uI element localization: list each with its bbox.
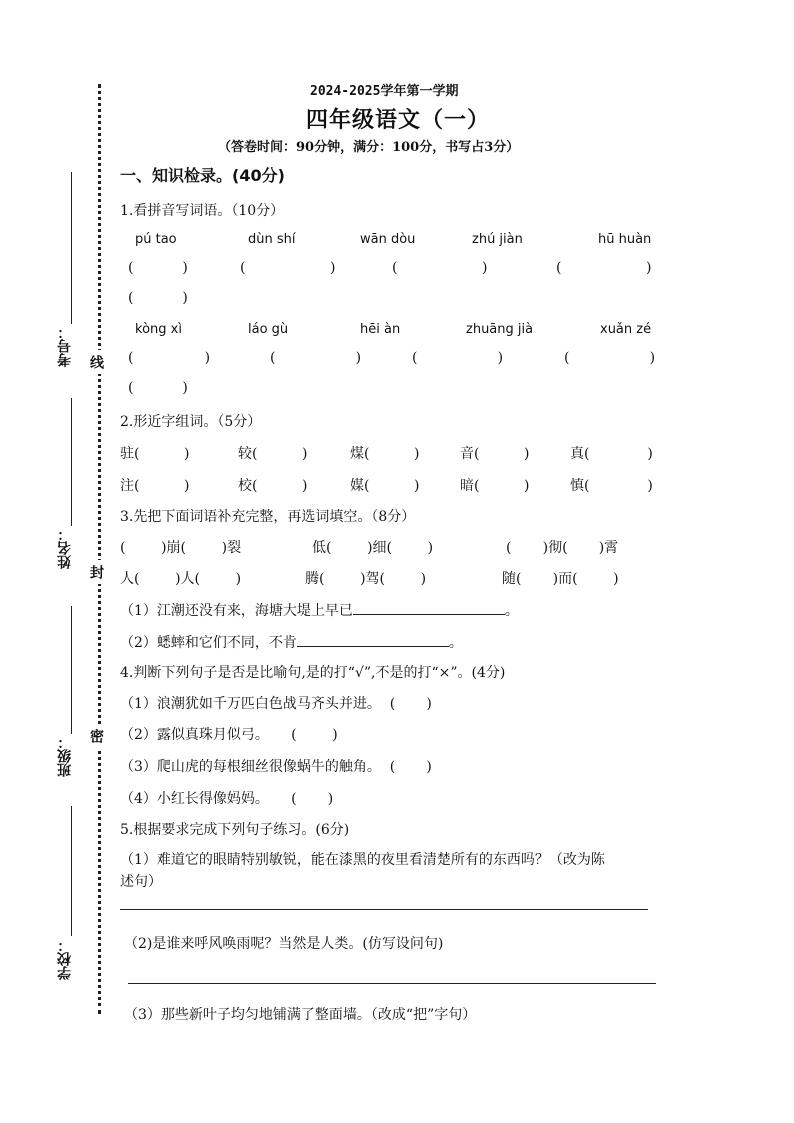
word-group-6[interactable]: 注( )	[120, 478, 190, 494]
pinyin-6: kòng xì	[135, 322, 182, 337]
exam-number-label: 考号：	[57, 325, 73, 367]
name-label: 姓名：	[57, 527, 73, 569]
question-2-title: 2.形近字组词。（5分）	[120, 414, 262, 430]
seal-char-mi: 密	[84, 724, 106, 748]
char: 媒	[350, 478, 364, 494]
idiom-4[interactable]: 人( )人( )	[120, 571, 242, 587]
word-group-3[interactable]: 煤( )	[350, 446, 420, 462]
school-label: 学校：	[57, 938, 73, 980]
answer-box-9[interactable]: ( )	[564, 350, 656, 366]
blank-line[interactable]	[297, 632, 449, 647]
question-4-title: 4.判断下列句子是否是比喻句,是的打“√”,不是的打“×”。(4分)	[120, 665, 506, 681]
judge-item-3[interactable]: （3）爬山虎的每根细丝很像蜗牛的触角。 ( )	[120, 759, 432, 775]
question-1-title: 1.看拼音写词语。（10分）	[120, 203, 285, 219]
question-3-title: 3.先把下面词语补充完整，再选词填空。（8分）	[120, 509, 416, 525]
char: 驻	[120, 446, 134, 462]
pinyin-4: zhú jiàn	[472, 232, 523, 247]
pinyin-3: wān dòu	[360, 232, 416, 247]
rewrite-item-2: （2)是谁来呼风唤雨呢？当然是人类。(仿写设问句)	[124, 936, 444, 952]
answer-box-2[interactable]: ( )	[240, 260, 336, 276]
answer-box-5[interactable]: ( )	[128, 290, 188, 306]
pinyin-5: hū huàn	[598, 232, 652, 247]
judge-item-4[interactable]: （4）小红长得像妈妈。 ( )	[120, 791, 334, 807]
paper-title: 四年级语文（一）	[306, 108, 491, 133]
word-group-8[interactable]: 媒( )	[350, 478, 420, 494]
idiom-5[interactable]: 腾( )驾( )	[305, 571, 427, 587]
rewrite-item-3: （3）那些新叶子均匀地铺满了整面墙。（改成“把”字句）	[124, 1007, 477, 1023]
pinyin-8: hēi àn	[360, 322, 401, 337]
char: 音	[460, 446, 474, 462]
exam-number-line	[71, 172, 72, 324]
char: 较	[238, 446, 252, 462]
pinyin-10: xuǎn zé	[600, 322, 652, 337]
answer-box-7[interactable]: ( )	[270, 350, 362, 366]
answer-box-4[interactable]: ( )	[556, 260, 652, 276]
question-5-title: 5.根据要求完成下列句子练习。(6分)	[120, 822, 350, 838]
answer-box-8[interactable]: ( )	[412, 350, 504, 366]
word-group-7[interactable]: 校( )	[238, 478, 308, 494]
class-line	[71, 606, 72, 734]
judge-item-2[interactable]: （2）露似真珠月似弓。 ( )	[120, 727, 338, 743]
char: 注	[120, 478, 134, 494]
idiom-3[interactable]: ( )彻( )霄	[506, 540, 619, 556]
char: 暗	[460, 478, 474, 494]
char: 真	[570, 446, 584, 462]
idiom-6[interactable]: 随( )而( )	[502, 571, 619, 587]
name-line	[71, 398, 72, 526]
word-group-5[interactable]: 真( )	[570, 446, 653, 462]
class-label: 班级：	[57, 735, 73, 777]
pinyin-7: láo gù	[248, 322, 289, 337]
exam-info-note: （答卷时间：90分钟，满分：100分，书写占3分）	[218, 140, 520, 155]
term-heading: 2024-2025学年第一学期	[310, 84, 459, 99]
answer-box-3[interactable]: ( )	[392, 260, 488, 276]
word-group-9[interactable]: 暗( )	[460, 478, 530, 494]
pinyin-9: zhuāng jià	[466, 322, 534, 337]
word-group-10[interactable]: 慎( )	[570, 478, 653, 494]
school-line	[71, 806, 72, 936]
pinyin-2: dùn shí	[248, 232, 296, 247]
blank-line[interactable]	[353, 600, 505, 615]
answer-line-1[interactable]	[120, 909, 648, 910]
pinyin-1: pú tao	[135, 232, 177, 247]
char: 校	[238, 478, 252, 494]
word-group-2[interactable]: 较( )	[238, 446, 308, 462]
judge-item-1[interactable]: （1）浪潮犹如千万匹白色战马齐头并进。 ( )	[120, 696, 432, 712]
rewrite-item-1: （1）难道它的眼睛特别敏锐，能在漆黑的夜里看清楚所有的东西吗？（改为陈	[120, 852, 605, 868]
char: 煤	[350, 446, 364, 462]
answer-box-1[interactable]: ( )	[128, 260, 188, 276]
section-title: 一、知识检录。(40分)	[120, 166, 285, 185]
idiom-1[interactable]: ( )崩( )裂	[120, 540, 242, 556]
seal-char-xian: 线	[84, 350, 106, 374]
rewrite-item-1-cont: 述句）	[120, 874, 162, 890]
seal-char-feng: 封	[84, 560, 106, 584]
answer-box-10[interactable]: ( )	[128, 380, 188, 396]
word-group-4[interactable]: 音( )	[460, 446, 530, 462]
char: 慎	[570, 478, 584, 494]
idiom-2[interactable]: 低( )细( )	[312, 540, 434, 556]
binding-dotted-line	[98, 84, 101, 1014]
answer-line-2[interactable]	[128, 983, 656, 984]
fill-sentence-2[interactable]: （2）蟋蟀和它们不同，不肯 。	[120, 632, 463, 652]
word-group-1[interactable]: 驻( )	[120, 446, 190, 462]
answer-box-6[interactable]: ( )	[128, 350, 211, 366]
fill-sentence-1[interactable]: （1）江潮还没有来，海塘大堤上早已 。	[120, 600, 519, 620]
